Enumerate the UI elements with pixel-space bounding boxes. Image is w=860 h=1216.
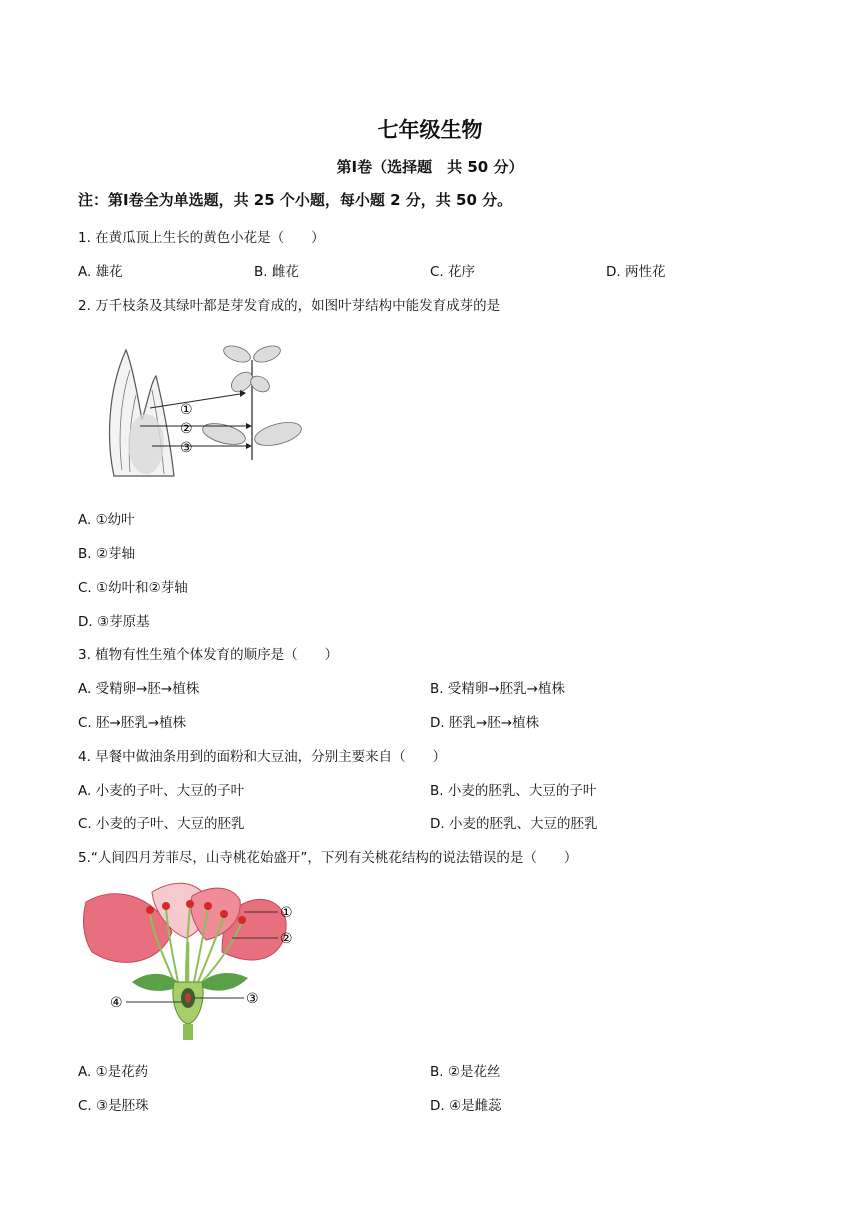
question-2-option-a: A. ①幼叶: [78, 512, 135, 528]
section-subtitle: 第Ⅰ卷（选择题 共 50 分）: [336, 158, 524, 176]
question-4-option-c: C. 小麦的子叶、大豆的胚乳: [78, 816, 245, 832]
instructions-note: 注：第Ⅰ卷全为单选题，共 25 个小题，每小题 2 分，共 50 分。: [78, 191, 513, 209]
question-2-option-b: B. ②芽轴: [78, 546, 135, 562]
leaf-bud-label-1: ①: [180, 402, 193, 418]
question-4-stem: 4. 早餐中做油条用到的面粉和大豆油，分别主要来自（ ）: [78, 749, 447, 765]
question-2-option-c: C. ①幼叶和②芽轴: [78, 580, 188, 596]
question-5-stem: 5.“人间四月芳菲尽，山寺桃花始盛开”，下列有关桃花结构的说法错误的是（ ）: [78, 850, 578, 866]
question-4-option-d: D. 小麦的胚乳、大豆的胚乳: [430, 816, 598, 832]
leaf-bud-label-2: ②: [180, 421, 193, 437]
flower-label-4: ④: [110, 995, 123, 1011]
leaf-bud-label-3: ③: [180, 440, 193, 456]
question-5-option-a: A. ①是花药: [78, 1064, 149, 1080]
question-3-option-d: D. 胚乳→胚→植株: [430, 715, 540, 731]
question-1-option-b: B. 雌花: [254, 264, 299, 280]
question-5-option-c: C. ③是胚珠: [78, 1098, 149, 1114]
flower-label-2: ②: [280, 931, 293, 947]
page-title: 七年级生物: [377, 118, 483, 142]
question-3-option-b: B. 受精卵→胚乳→植株: [430, 681, 565, 697]
question-2-stem: 2. 万千枝条及其绿叶都是芽发育成的，如图叶芽结构中能发育成芽的是: [78, 298, 501, 314]
flower-label-1: ①: [280, 905, 293, 921]
leaf-bud-figure: [100, 340, 310, 480]
question-1-option-a: A. 雄花: [78, 264, 123, 280]
flower-label-3: ③: [246, 991, 259, 1007]
question-1-option-c: C. 花序: [430, 264, 476, 280]
question-1-stem: 1. 在黄瓜顶上生长的黄色小花是（ ）: [78, 230, 325, 246]
question-3-option-c: C. 胚→胚乳→植株: [78, 715, 187, 731]
peach-flower-figure: [82, 882, 302, 1042]
question-4-option-a: A. 小麦的子叶、大豆的子叶: [78, 783, 245, 799]
question-5-option-d: D. ④是雌蕊: [430, 1098, 502, 1114]
question-1-option-d: D. 两性花: [606, 264, 666, 280]
question-3-option-a: A. 受精卵→胚→植株: [78, 681, 200, 697]
question-3-stem: 3. 植物有性生殖个体发育的顺序是（ ）: [78, 647, 339, 663]
question-5-option-b: B. ②是花丝: [430, 1064, 501, 1080]
question-4-option-b: B. 小麦的胚乳、大豆的子叶: [430, 783, 597, 799]
question-2-option-d: D. ③芽原基: [78, 614, 150, 630]
